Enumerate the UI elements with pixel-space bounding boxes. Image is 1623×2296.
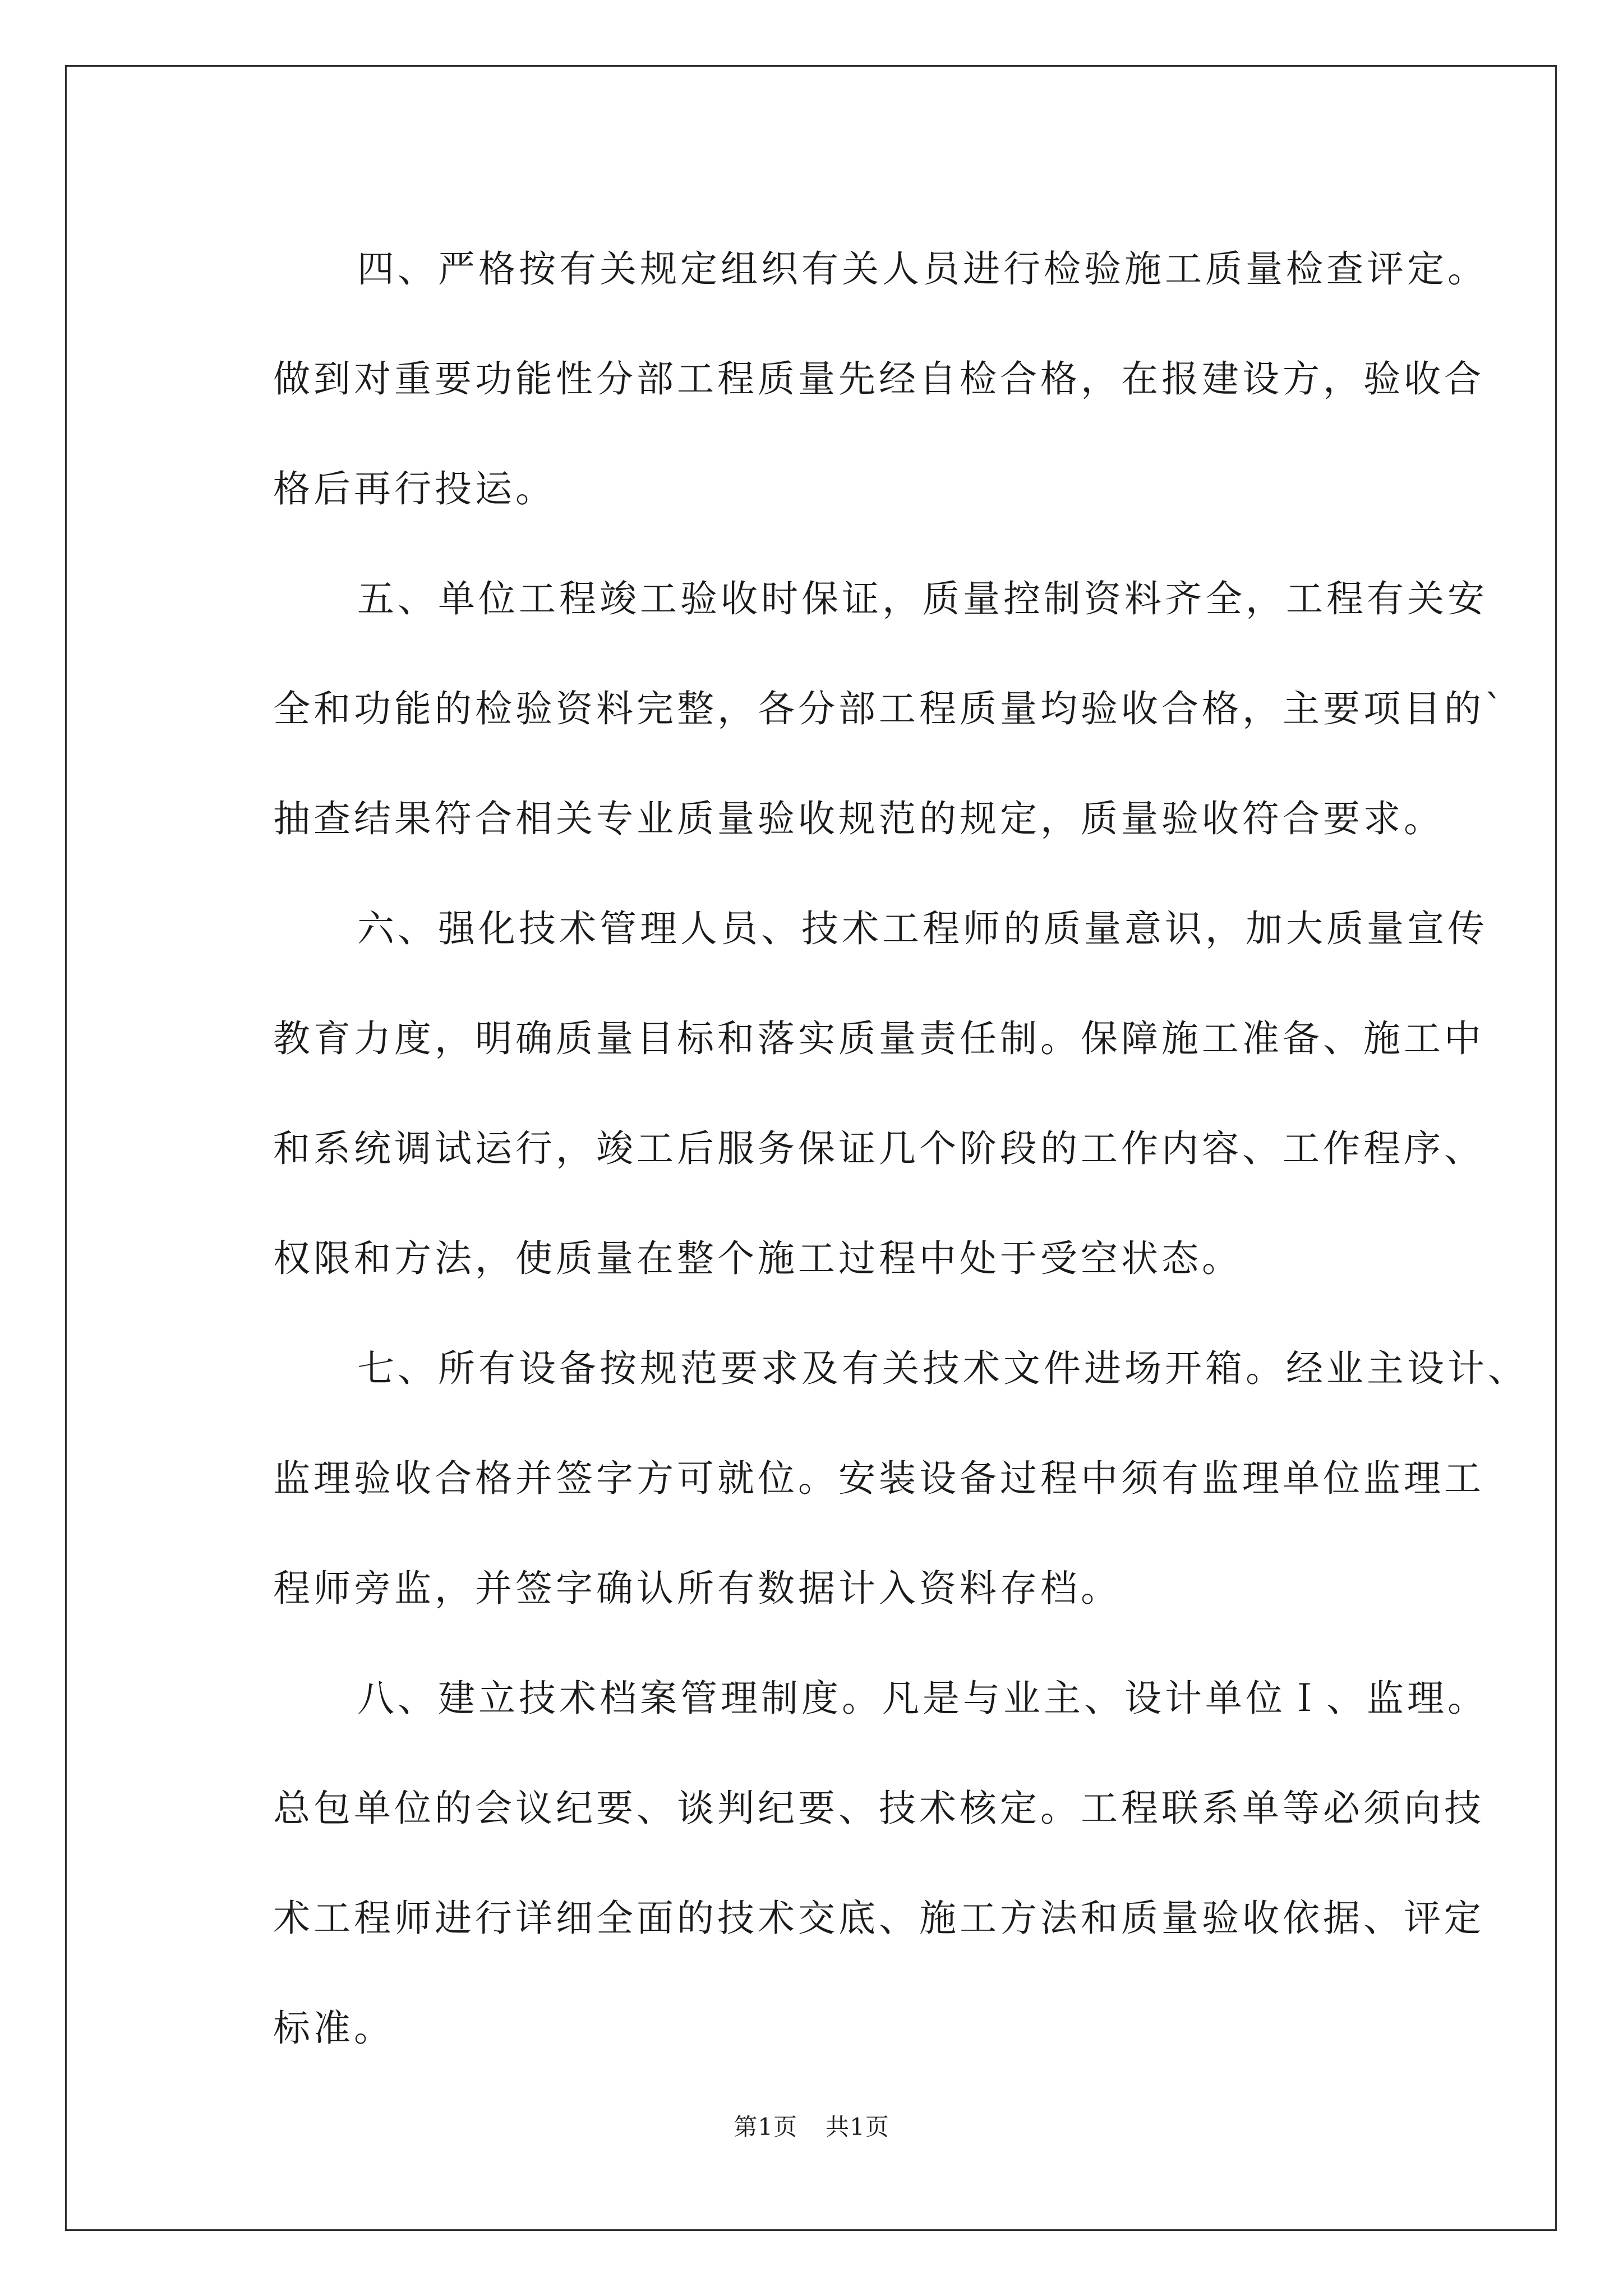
text-line: 七、所有设备按规范要求及有关技术文件进场开箱。经业主设计、 [357, 1347, 1528, 1390]
text-line: 六、强化技术管理人员、技术工程师的质量意识，加大质量宣传 [357, 907, 1488, 950]
text-line: 标准。 [273, 2007, 394, 2050]
text-line: 术工程师进行详细全面的技术交底、施工方法和质量验收依据、评定 [273, 1897, 1484, 1940]
text-line: 做到对重要功能性分部工程质量先经自检合格，在报建设方，验收合 [273, 357, 1484, 401]
text-line: 格后再行投运。 [273, 467, 556, 510]
page-footer [0, 2110, 1623, 2144]
text-line: 程师旁监，并签字确认所有数据计入资料存档。 [273, 1567, 1121, 1610]
text-line: 五、单位工程竣工验收时保证，质量控制资料齐全，工程有关安 [357, 577, 1488, 620]
page-number: 第1页 [734, 2113, 797, 2141]
paragraph-5 [199, 544, 1506, 874]
paragraph-4 [199, 214, 1488, 544]
text-line: 和系统调试运行，竣工后服务保证几个阶段的工作内容、工作程序、 [273, 1127, 1484, 1170]
document-body [199, 214, 1528, 2083]
text-line: 八、建立技术档案管理制度。凡是与业主、设计单位Ｉ、监理。 [357, 1677, 1488, 1720]
paragraph-8 [199, 1644, 1488, 2083]
paragraph-7 [199, 1314, 1528, 1644]
paragraph-6 [199, 874, 1488, 1314]
text-line: 权限和方法，使质量在整个施工过程中处于受空状态。 [273, 1237, 1242, 1280]
text-line: 教育力度，明确质量目标和落实质量责任制。保障施工准备、施工中 [273, 1017, 1484, 1060]
text-line: 四、严格按有关规定组织有关人员进行检验施工质量检查评定。 [357, 247, 1488, 291]
text-line: 全和功能的检验资料完整，各分部工程质量均验收合格，主要项目的` [273, 687, 1506, 730]
text-line: 监理验收合格并签字方可就位。安装设备过程中须有监理单位监理工 [273, 1457, 1484, 1500]
text-line: 总包单位的会议纪要、谈判纪要、技术核定。工程联系单等必须向技 [273, 1787, 1484, 1830]
text-line: 抽查结果符合相关专业质量验收规范的规定，质量验收符合要求。 [273, 797, 1444, 840]
page-total: 共1页 [826, 2113, 889, 2141]
